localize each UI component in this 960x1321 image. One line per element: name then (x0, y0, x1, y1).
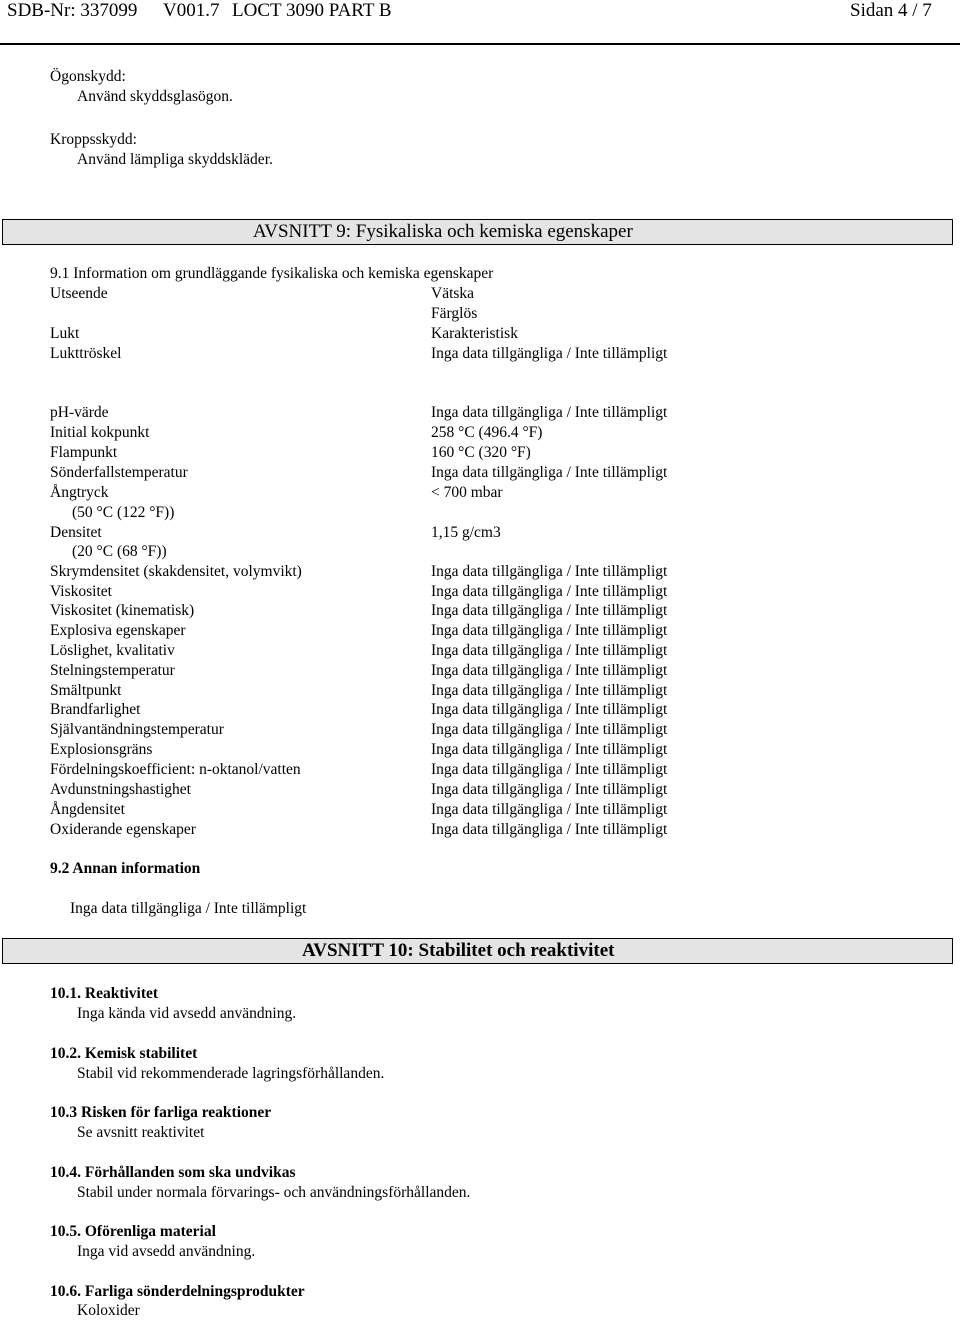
property-label: Oxiderande egenskaper (50, 821, 196, 838)
section-10-5-heading: 10.5. Oförenliga material (50, 1223, 216, 1240)
property-label: Utseende (50, 285, 108, 302)
property-value: Inga data tillgängliga / Inte tillämpligt (431, 781, 668, 798)
property-label: Brandfarlighet (50, 701, 141, 718)
property-value: Karakteristisk (431, 325, 518, 342)
property-value: Inga data tillgängliga / Inte tillämpligt (431, 602, 668, 619)
page-number: Sidan 4 / 7 (850, 0, 932, 21)
property-value: Inga data tillgängliga / Inte tillämpligt (431, 761, 668, 778)
property-value: Inga data tillgängliga / Inte tillämpligt (431, 642, 668, 659)
section-10-6-heading: 10.6. Farliga sönderdelningsprodukter (50, 1283, 305, 1300)
property-value: Inga data tillgängliga / Inte tillämpligt (431, 801, 668, 818)
property-value: Inga data tillgängliga / Inte tillämpligt (431, 721, 668, 738)
doc-sdb-number: SDB-Nr: 337099 (7, 0, 138, 21)
property-label: Viskositet (50, 583, 112, 600)
property-label: pH-värde (50, 404, 109, 421)
property-value: Färglös (431, 305, 478, 322)
section-9-title: AVSNITT 9: Fysikaliska och kemiska egenskaper (253, 221, 633, 242)
eye-protection-text: Använd skyddsglasögon. (77, 88, 233, 105)
section-10-3-heading: 10.3 Risken för farliga reaktioner (50, 1104, 272, 1121)
property-label: Initial kokpunkt (50, 424, 150, 441)
section-10-2-text: Stabil vid rekommenderade lagringsförhållanden. (77, 1065, 385, 1082)
property-label: Explosionsgräns (50, 741, 153, 758)
property-label: Stelningstemperatur (50, 662, 175, 679)
property-condition: (50 °C (122 °F)) (72, 504, 175, 521)
property-label: Explosiva egenskaper (50, 622, 186, 639)
section-10-1-text: Inga kända vid avsedd användning. (77, 1005, 297, 1022)
property-value: 160 °C (320 °F) (431, 444, 531, 461)
property-label: Sönderfallstemperatur (50, 464, 188, 481)
property-label: Lukttröskel (50, 345, 122, 362)
doc-product-name: LOCT 3090 PART B (232, 0, 392, 21)
property-value: Inga data tillgängliga / Inte tillämpligt (431, 741, 668, 758)
property-value: 1,15 g/cm3 (431, 524, 501, 541)
section-10-1-heading: 10.1. Reaktivitet (50, 985, 159, 1002)
other-information-text: Inga data tillgängliga / Inte tillämpligt (70, 900, 307, 917)
property-label: Ångtryck (50, 484, 109, 501)
subsection-9-1-title: 9.1 Information om grundläggande fysikaliska och kemiska egenskaper (50, 265, 494, 282)
property-value: 258 °C (496.4 °F) (431, 424, 543, 441)
property-value: Inga data tillgängliga / Inte tillämpligt (431, 464, 668, 481)
property-value: Inga data tillgängliga / Inte tillämpligt (431, 821, 668, 838)
property-value: Inga data tillgängliga / Inte tillämpligt (431, 701, 668, 718)
subsection-9-2-title: 9.2 Annan information (50, 860, 201, 877)
property-label: Fördelningskoefficient: n-oktanol/vatten (50, 761, 301, 778)
property-value: Inga data tillgängliga / Inte tillämpligt (431, 622, 668, 639)
doc-version: V001.7 (163, 0, 220, 21)
property-value: Inga data tillgängliga / Inte tillämpligt (431, 662, 668, 679)
body-protection-text: Använd lämpliga skyddskläder. (77, 151, 273, 168)
property-label: Smältpunkt (50, 682, 122, 699)
property-label: Lukt (50, 325, 80, 342)
section-10-5-text: Inga vid avsedd användning. (77, 1243, 256, 1260)
property-label: Skrymdensitet (skakdensitet, volymvikt) (50, 563, 302, 580)
property-label: Ångdensitet (50, 801, 125, 818)
section-10-title: AVSNITT 10: Stabilitet och reaktivitet (302, 940, 615, 961)
section-10-6-text: Koloxider (77, 1302, 140, 1319)
property-label: Viskositet (kinematisk) (50, 602, 195, 619)
eye-protection-label: Ögonskydd: (50, 68, 126, 85)
header-divider (0, 43, 960, 45)
property-label: Löslighet, kvalitativ (50, 642, 175, 659)
property-label: Självantändningstemperatur (50, 721, 224, 738)
section-10-2-heading: 10.2. Kemisk stabilitet (50, 1045, 198, 1062)
property-value: Inga data tillgängliga / Inte tillämpligt (431, 583, 668, 600)
property-value: Inga data tillgängliga / Inte tillämpligt (431, 563, 668, 580)
property-value: Inga data tillgängliga / Inte tillämpligt (431, 682, 668, 699)
property-value: Vätska (431, 285, 475, 302)
property-value: Inga data tillgängliga / Inte tillämpligt (431, 345, 668, 362)
property-condition: (20 °C (68 °F)) (72, 543, 167, 560)
section-10-4-text: Stabil under normala förvarings- och användningsförhållanden. (77, 1184, 471, 1201)
section-10-4-heading: 10.4. Förhållanden som ska undvikas (50, 1164, 296, 1181)
property-label: Densitet (50, 524, 102, 541)
property-value: < 700 mbar (431, 484, 503, 501)
body-protection-label: Kroppsskydd: (50, 131, 137, 148)
property-label: Flampunkt (50, 444, 118, 461)
section-10-3-text: Se avsnitt reaktivitet (77, 1124, 205, 1141)
property-value: Inga data tillgängliga / Inte tillämpligt (431, 404, 668, 421)
property-label: Avdunstningshastighet (50, 781, 191, 798)
